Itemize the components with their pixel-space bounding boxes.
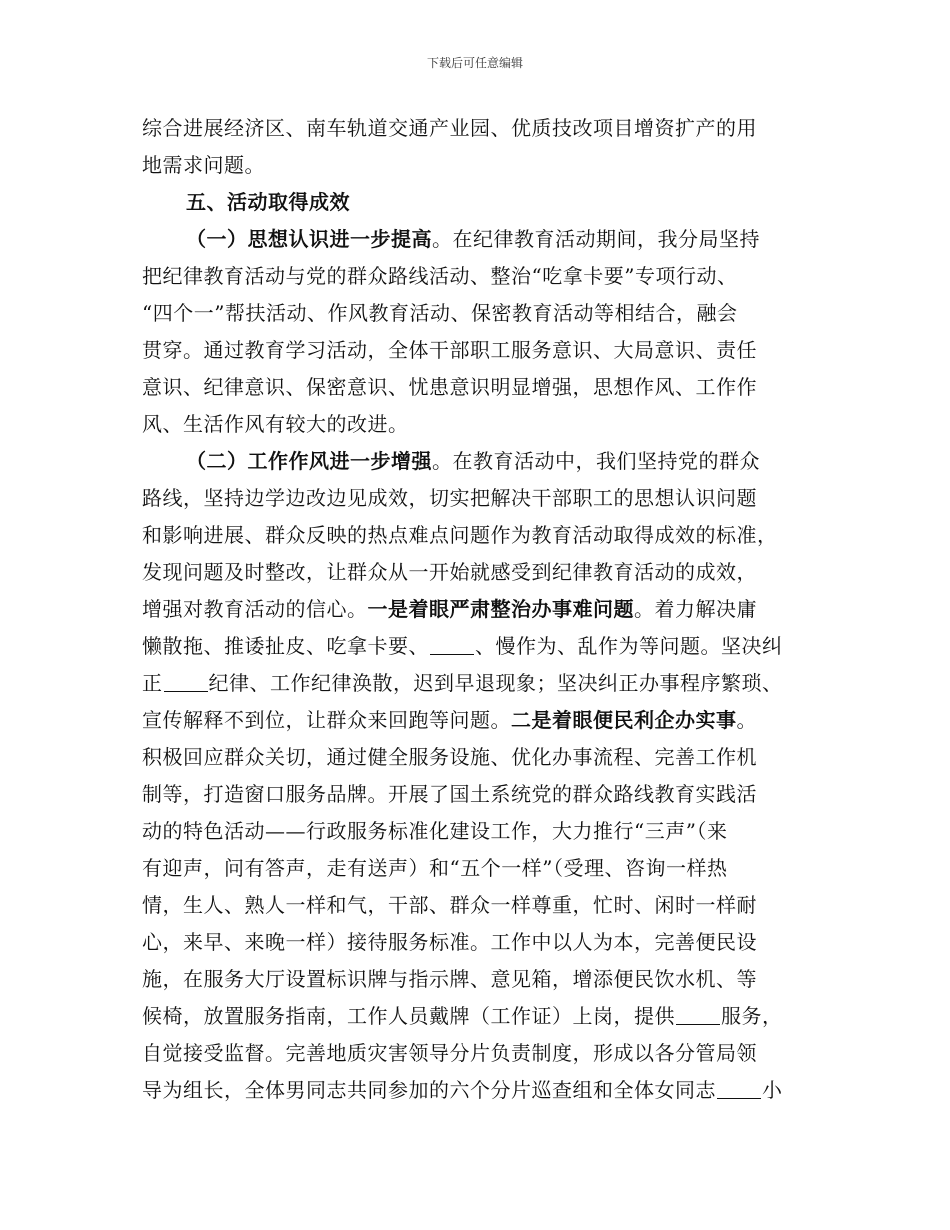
text-segment: 积极回应群众关切，通过健全服务设施、优化办事流程、完善工作机	[142, 745, 757, 769]
text-segment: 风、生活作风有较大的改进。	[142, 412, 409, 436]
bold-text: 一是着眼严肃整治办事难问题	[367, 597, 634, 621]
text-line	[142, 147, 810, 184]
text-segment: 。在教育活动中，我们坚持党的群众	[432, 449, 760, 473]
text-line	[142, 1035, 810, 1072]
blank-underline	[717, 1080, 761, 1099]
text-segment: 。在纪律教育活动期间，我分局坚持	[432, 227, 760, 251]
text-line	[142, 184, 810, 221]
text-segment: “四个一”帮扶活动、作风教育活动、保密教育活动等相结合，融会	[142, 301, 738, 325]
text-segment: 服务，	[721, 1004, 783, 1028]
text-line	[142, 887, 810, 924]
text-line	[142, 776, 810, 813]
text-line	[142, 924, 810, 961]
text-line	[142, 850, 810, 887]
text-segment: 纪律、工作纪律涣散，迟到早退现象；坚决纠正办事程序繁琐、	[208, 671, 783, 695]
text-segment: 发现问题及时整改，让群众从一开始就感受到纪律教育活动的成效，	[142, 560, 757, 584]
text-segment: 心，来早、来晚一样）接待服务标准。工作中以人为本，完善便民设	[142, 930, 757, 954]
text-segment: 宣传解释不到位，让群众来回跑等问题。	[142, 708, 511, 732]
text-line	[142, 591, 810, 628]
text-line	[142, 110, 810, 147]
text-segment: 候椅，放置服务指南，工作人员戴牌（工作证）上岗，提供	[142, 1004, 675, 1028]
text-segment: 。	[736, 708, 757, 732]
bold-text: （二）工作作风进一步增强	[186, 449, 432, 473]
text-line	[142, 443, 810, 480]
text-segment: 。着力解决庸	[634, 597, 757, 621]
text-segment: 路线，坚持边学边改边见成效，切实把解决干部职工的思想认识问题	[142, 486, 757, 510]
text-line	[142, 665, 810, 702]
blank-underline	[164, 673, 208, 692]
text-segment: 懒散拖、推诿扯皮、吃拿卡要、	[142, 634, 429, 658]
text-segment: 小	[762, 1078, 783, 1102]
text-segment: 施，在服务大厅设置标识牌与指示牌、意见箱，增添便民饮水机、等	[142, 967, 757, 991]
text-line	[142, 813, 810, 850]
text-line	[142, 998, 810, 1035]
text-line	[142, 295, 810, 332]
text-line	[142, 517, 810, 554]
bold-text: 二是着眼便民利企办实事	[511, 708, 737, 732]
text-segment: 、慢作为、乱作为等问题。坚决纠	[475, 634, 783, 658]
text-segment: 和影响进展、群众反映的热点难点问题作为教育活动取得成效的标准，	[142, 523, 778, 547]
text-segment: 自觉接受监督。完善地质灾害领导分片负责制度，形成以各分管局领	[142, 1041, 757, 1065]
text-segment: 制等，打造窗口服务品牌。开展了国土系统党的群众路线教育实践活	[142, 782, 757, 806]
text-line	[142, 406, 810, 443]
text-segment: 把纪律教育活动与党的群众路线活动、整治“吃拿卡要”专项行动、	[142, 264, 738, 288]
text-line	[142, 369, 810, 406]
text-line	[142, 702, 810, 739]
text-line	[142, 739, 810, 776]
text-segment: 增强对教育活动的信心。	[142, 597, 368, 621]
text-segment: 导为组长，全体男同志共同参加的六个分片巡查组和全体女同志	[142, 1078, 716, 1102]
text-segment: 意识、纪律意识、保密意识、忧患意识明显增强，思想作风、工作作	[142, 375, 757, 399]
text-segment: 正	[142, 671, 163, 695]
text-line	[142, 961, 810, 998]
text-segment: 有迎声，问有答声，走有送声）和“五个一样”（受理、咨询一样热	[142, 856, 728, 880]
blank-underline	[676, 1006, 720, 1025]
blank-underline	[430, 636, 474, 655]
document-body	[142, 110, 810, 1109]
text-segment: 动的特色活动——行政服务标准化建设工作，大力推行“三声”（来	[142, 819, 728, 843]
text-line	[142, 1072, 810, 1109]
bold-text: 五、活动取得成效	[186, 190, 350, 214]
text-line	[142, 554, 810, 591]
text-line	[142, 480, 810, 517]
text-segment: 情，生人、熟人一样和气，干部、群众一样尊重，忙时、闲时一样耐	[142, 893, 757, 917]
text-segment: 地需求问题。	[142, 153, 265, 177]
text-segment: 综合进展经济区、南车轨道交通产业园、优质技改项目增资扩产的用	[142, 116, 757, 140]
text-segment: 贯穿。通过教育学习活动，全体干部职工服务意识、大局意识、责任	[142, 338, 757, 362]
bold-text: （一）思想认识进一步提高	[186, 227, 432, 251]
text-line	[142, 221, 810, 258]
text-line	[142, 628, 810, 665]
text-line	[142, 332, 810, 369]
text-line	[142, 258, 810, 295]
page-header: 下载后可任意编辑	[426, 56, 523, 70]
